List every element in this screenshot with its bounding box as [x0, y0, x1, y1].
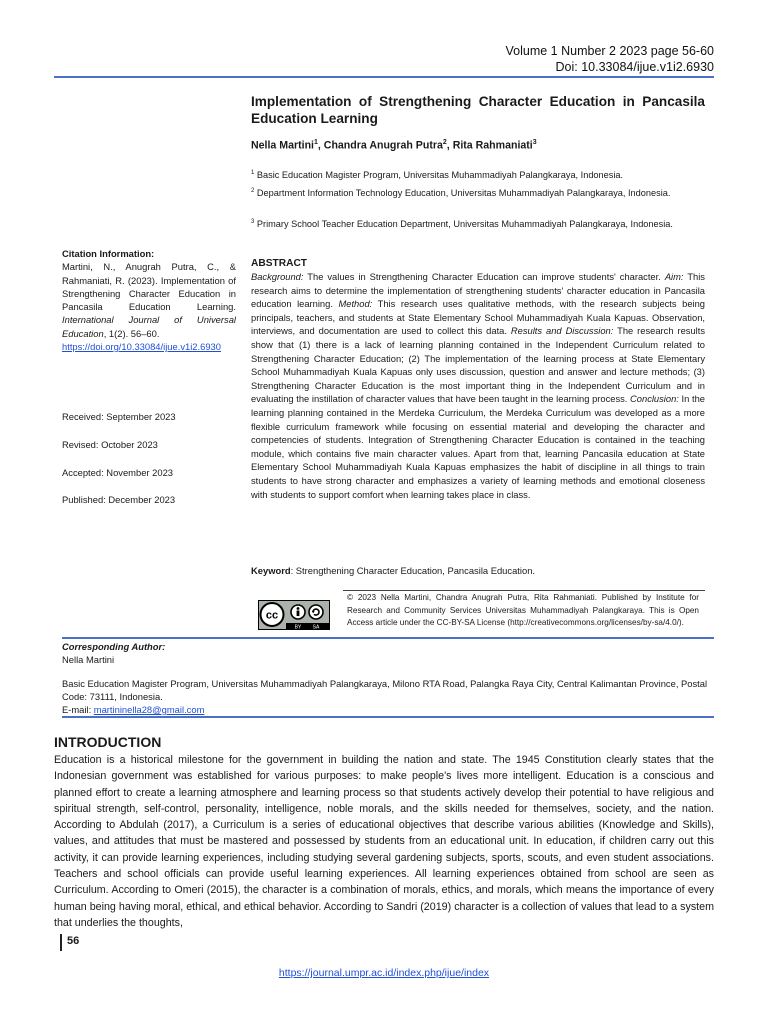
citation-heading: Citation Information: — [62, 248, 155, 259]
author-name: Chandra Anugrah Putra — [323, 139, 443, 152]
introduction-heading: INTRODUCTION — [54, 734, 162, 750]
paper-title: Implementation of Strengthening Character Education in Pancasila Education Learning — [251, 94, 705, 126]
license-rule — [343, 590, 705, 591]
author-list: Nella Martini$^1$, Chandra Anugrah Putra$^2$, Rita Rahmaniati$^3$ — [251, 139, 537, 152]
cc-by-sa-badge-icon — [258, 600, 330, 630]
doi-info: Doi: 10.33084/ijue.v1i2.6930 — [555, 60, 714, 74]
page-number: 56 — [67, 935, 80, 947]
received-date: Received: September 2023 — [62, 411, 176, 422]
license-text: © 2023 Nella Martini, Chandra Anugrah Putra, Rita Rahmaniati. Published by Institute for Research and Community Services Universitas Muhammadiyah Palangkaraya. This is Open Access article under the CC-BY-SA License (http://creativecommons.org/licenses/by-sa/4.0/). — [347, 593, 699, 628]
corresponding-bottom-rule — [62, 716, 714, 718]
header-rule — [54, 76, 714, 78]
abstract-heading: ABSTRACT — [251, 258, 308, 269]
author-name: Nella Martini — [251, 139, 314, 152]
corresponding-top-rule — [62, 637, 714, 639]
corresponding-block — [62, 640, 708, 666]
citation-doi-link[interactable]: https://doi.org/10.33084/ijue.v1i2.6930 — [62, 341, 221, 353]
page-number-bar — [60, 934, 62, 951]
keywords: Keyword: Strengthening Character Education, Pancasila Education. — [251, 565, 536, 576]
volume-info: Volume 1 Number 2 2023 page 56-60 — [505, 44, 714, 58]
svg-text:SA: SA — [312, 624, 320, 630]
author-name: Rita Rahmaniati — [452, 139, 533, 152]
corresponding-name: Nella Martini — [62, 654, 115, 666]
abstract-text: Background: The values in Strengthening Character Education can improve students' character. Aim: This research aims to determine the implementation of strengthening students' character education in Pancasila education learning. Method: This research uses qualitative methods, with the research subjects being principals, teachers, and students at State Elementary School Muhammadiyah Kuala Kapuas. Observation, interviews, and documentation are used to collect this data. Results and Discussion: The research results show that (1) there is a lack of learning planning contained in the Independent Curriculum related to Strengthening Character Education; (2) The implementation of the learning process at State Elementary School Muhammadiyah Kuala Kapuas only uses discussion, question and answer and lecture methods; (3) Strengthening Character Education is the most important thing in the Independent Curriculum and in evaluating the instillation of character values that have been taught in the learning process. Conclusion: In the learning planning contained in the Merdeka Curriculum, the Merdeka Curriculum was developed as a more flexible curriculum framework while focusing on essential material and developing the character and competencies of students. Integration of Strengthening Character Education is contained in the teaching module, which contains five main character values. Apart from that, learning Pancasila education at State Elementary School Muhammadiyah Kuala Kapuas emphasizes the habit of discipline in all things to train students to have strong character and emphasizes a variety of learning methods and emotional closeness with students to support comfort when learning takes place in class. — [251, 272, 705, 500]
affiliation-1: $^1$ Basic Education Magister Program, Universitas Muhammadiyah Palangkaraya, Indonesia. — [251, 170, 624, 181]
email-link[interactable]: martininella28@gmail.com — [93, 704, 205, 715]
affiliation-2: $^2$ Department Information Technology Education, Universitas Muhammadiyah Palangkaraya, Indonesia. — [251, 188, 671, 199]
revised-date: Revised: October 2023 — [62, 439, 158, 450]
svg-text:BY: BY — [294, 624, 302, 630]
accepted-date: Accepted: November 2023 — [62, 467, 174, 478]
svg-text:cc: cc — [265, 609, 279, 622]
corresponding-heading: Corresponding Author: — [62, 641, 166, 652]
journal-url-link[interactable]: https://journal.umpr.ac.id/index.php/ijue/index — [278, 967, 490, 979]
corresponding-email-line: E-mail: martininella28@gmail.com — [62, 704, 205, 715]
citation-block — [62, 247, 236, 353]
published-date: Published: December 2023 — [62, 494, 176, 505]
footer — [0, 967, 768, 979]
citation-text: Martini, N., Anugrah Putra, C., & Rahmaniati, R. (2023). Implementation of Strengthening Character Education in Pancasila Education Learning. International Journal of Universal Education, 1(2). 56–60. — [62, 261, 236, 339]
introduction-text: Education is a historical milestone for the government in building the nation and state. The 1945 Constitution clearly states that the Indonesian government was established for various purposes: to make people's lives more intelligent. Education is a conscious and planned effort to create a learning atmosphere and learning process so that students actively develop their potential to have religious and spiritual strength, self-control, personality, intelligence, noble morals, and the skills needed for themselves, society, and the nation. According to Abdulah (2017), a Curriculum is a series of educational objectives that describe various abilities (Knowledge and Skills), values, and attitudes that must be mastered and possessed by students from an educational unit. In education, if children carry out this activity, it can provide learning experiences, including studying several gardening subjects, sports, scouts, and even student associations. Teachers and school officials can provide useful learning experiences. All learning experiences obtained from school are seen as Curriculum. According to Omeri (2015), the character is a combination of morals, ethics, and morals, which means the importance of every human being having moral, ethical, and ethical behavior. According to Sandri (2019) character is a collection of values that lead to a system that underlies the thoughts, — [54, 754, 714, 929]
affiliation-3: $^3$ Primary School Teacher Education Department, Universitas Muhammadiyah Palangkaraya, Indonesia. — [251, 219, 673, 230]
corresponding-address: Basic Education Magister Program, Universitas Muhammadiyah Palangkaraya, Milono RTA Road, Palangka Raya City, Central Kalimantan Province, Postal Code: 73111, Indonesia. — [62, 678, 708, 703]
